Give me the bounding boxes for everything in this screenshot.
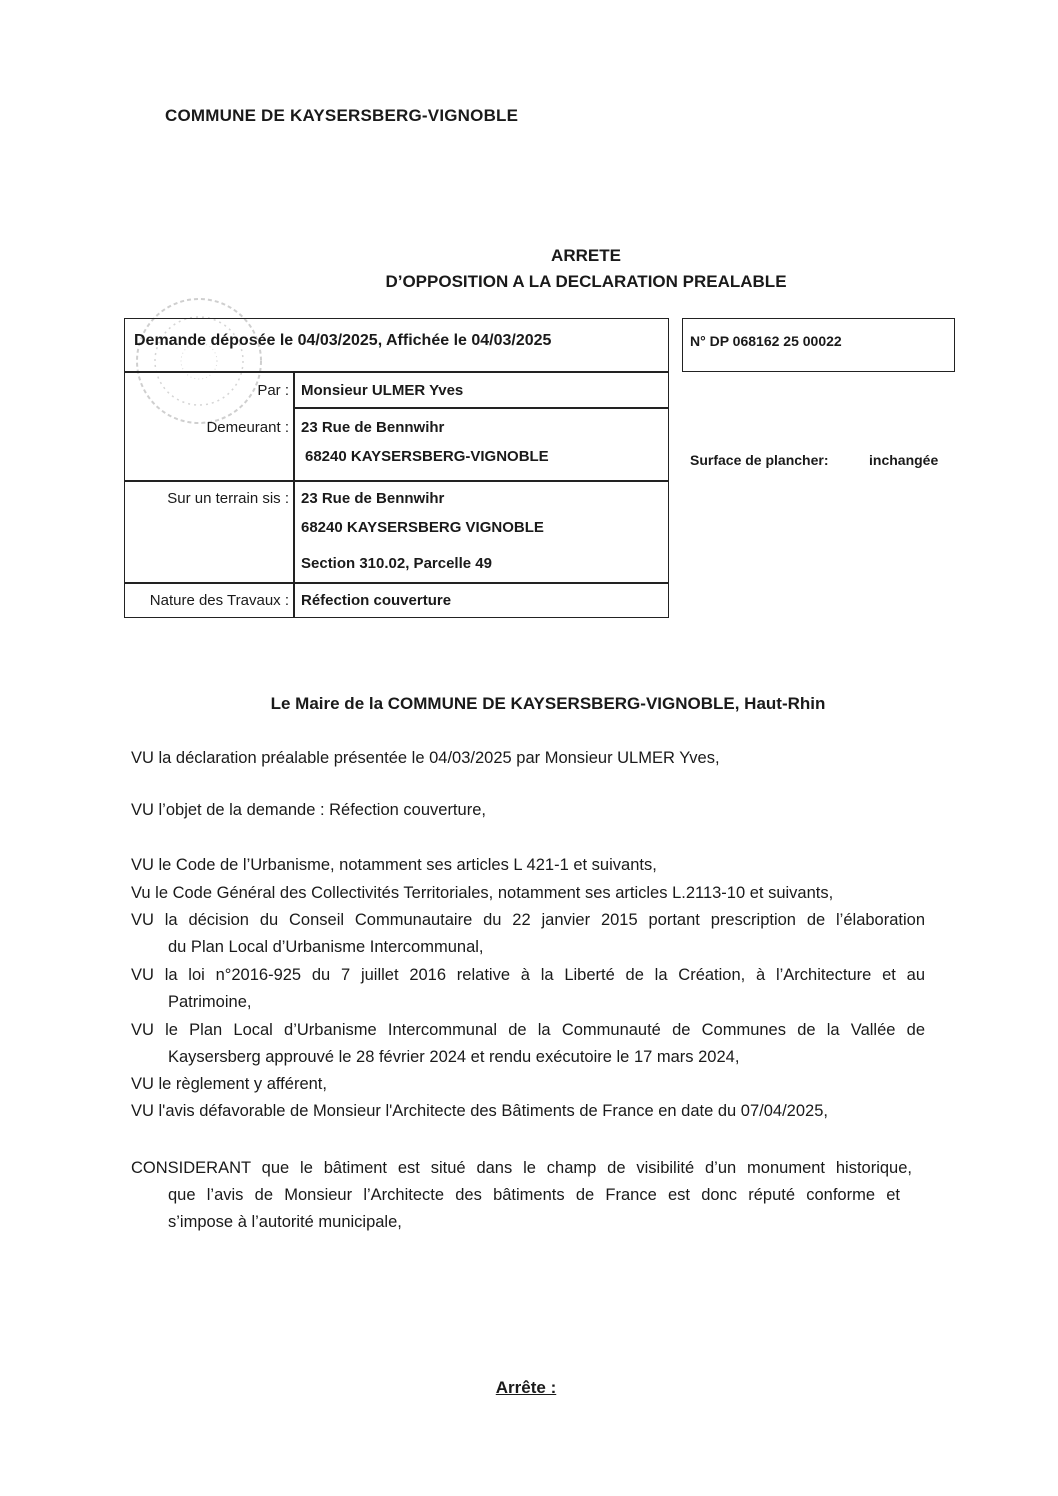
terrain-parcel: Section 310.02, Parcelle 49 xyxy=(301,555,492,572)
maire-heading: Le Maire de la COMMUNE DE KAYSERSBERG-VIGNOBLE, Haut-Rhin xyxy=(270,694,826,713)
vu-cgct: Vu le Code Général des Collectivités Territoriales, notamment ses articles L.2113-10 et suivants, xyxy=(131,884,834,902)
vu-loi-line2: Patrimoine, xyxy=(168,993,252,1011)
arrete-heading: Arrête : xyxy=(495,1378,557,1397)
vu-avis-abf: VU l'avis défavorable de Monsieur l'Architecte des Bâtiments de France en date du 07/04/2025, xyxy=(131,1102,828,1120)
demande-text: Demande déposée le 04/03/2025, Affichée le 04/03/2025 xyxy=(134,332,552,349)
terrain-address-line2: 68240 KAYSERSBERG VIGNOBLE xyxy=(301,519,544,536)
document-title: ARRETE xyxy=(551,246,621,265)
commune-header: COMMUNE DE KAYSERSBERG-VIGNOBLE xyxy=(165,106,519,125)
vu-reglement: VU le règlement y afférent, xyxy=(131,1075,327,1093)
considerant-line2: que l’avis de Monsieur l’Architecte des bâtiments de France est donc réputé conforme et xyxy=(168,1186,900,1204)
request-details-box xyxy=(124,318,669,618)
vu-plui-line2: Kaysersberg approuvé le 28 février 2024 et rendu exécutoire le 17 mars 2024, xyxy=(168,1048,740,1066)
par-label: Par : xyxy=(257,382,289,399)
considerant-line3: s’impose à l’autorité municipale, xyxy=(168,1213,402,1231)
demeurant-address-line2: 68240 KAYSERSBERG-VIGNOBLE xyxy=(305,448,549,465)
nature-label: Nature des Travaux : xyxy=(149,592,289,609)
nature-value: Réfection couverture xyxy=(301,592,452,609)
surface-value: inchangée xyxy=(869,452,939,468)
vu-code-urbanisme: VU le Code de l’Urbanisme, notamment ses articles L 421-1 et suivants, xyxy=(131,856,657,874)
demeurant-label: Demeurant : xyxy=(206,419,289,436)
vu-conseil-line2: du Plan Local d’Urbanisme Intercommunal, xyxy=(168,938,484,956)
surface-label: Surface de plancher: xyxy=(690,452,829,468)
dp-number: N° DP 068162 25 00022 xyxy=(690,333,842,349)
par-value: Monsieur ULMER Yves xyxy=(301,382,464,399)
vu-declaration: VU la déclaration préalable présentée le 04/03/2025 par Monsieur ULMER Yves, xyxy=(131,749,720,767)
document-subtitle: D’OPPOSITION A LA DECLARATION PREALABLE xyxy=(385,272,787,291)
vu-conseil-line1: VU la décision du Conseil Communautaire du 22 janvier 2015 portant prescription de l’élaboration xyxy=(131,911,925,929)
terrain-address-line1: 23 Rue de Bennwihr xyxy=(301,490,445,507)
terrain-label: Sur un terrain sis : xyxy=(167,490,289,507)
vu-objet: VU l’objet de la demande : Réfection couverture, xyxy=(131,801,486,819)
demeurant-address-line1: 23 Rue de Bennwihr xyxy=(301,419,445,436)
vu-plui-line1: VU le Plan Local d’Urbanisme Intercommunal de la Communauté de Communes de la Vallée de xyxy=(131,1021,925,1039)
vu-loi-line1: VU la loi n°2016-925 du 7 juillet 2016 relative à la Liberté de la Création, à l’Architecture et au xyxy=(131,966,925,984)
considerant-line1: CONSIDERANT que le bâtiment est situé dans le champ de visibilité d’un monument historique, xyxy=(131,1159,912,1177)
